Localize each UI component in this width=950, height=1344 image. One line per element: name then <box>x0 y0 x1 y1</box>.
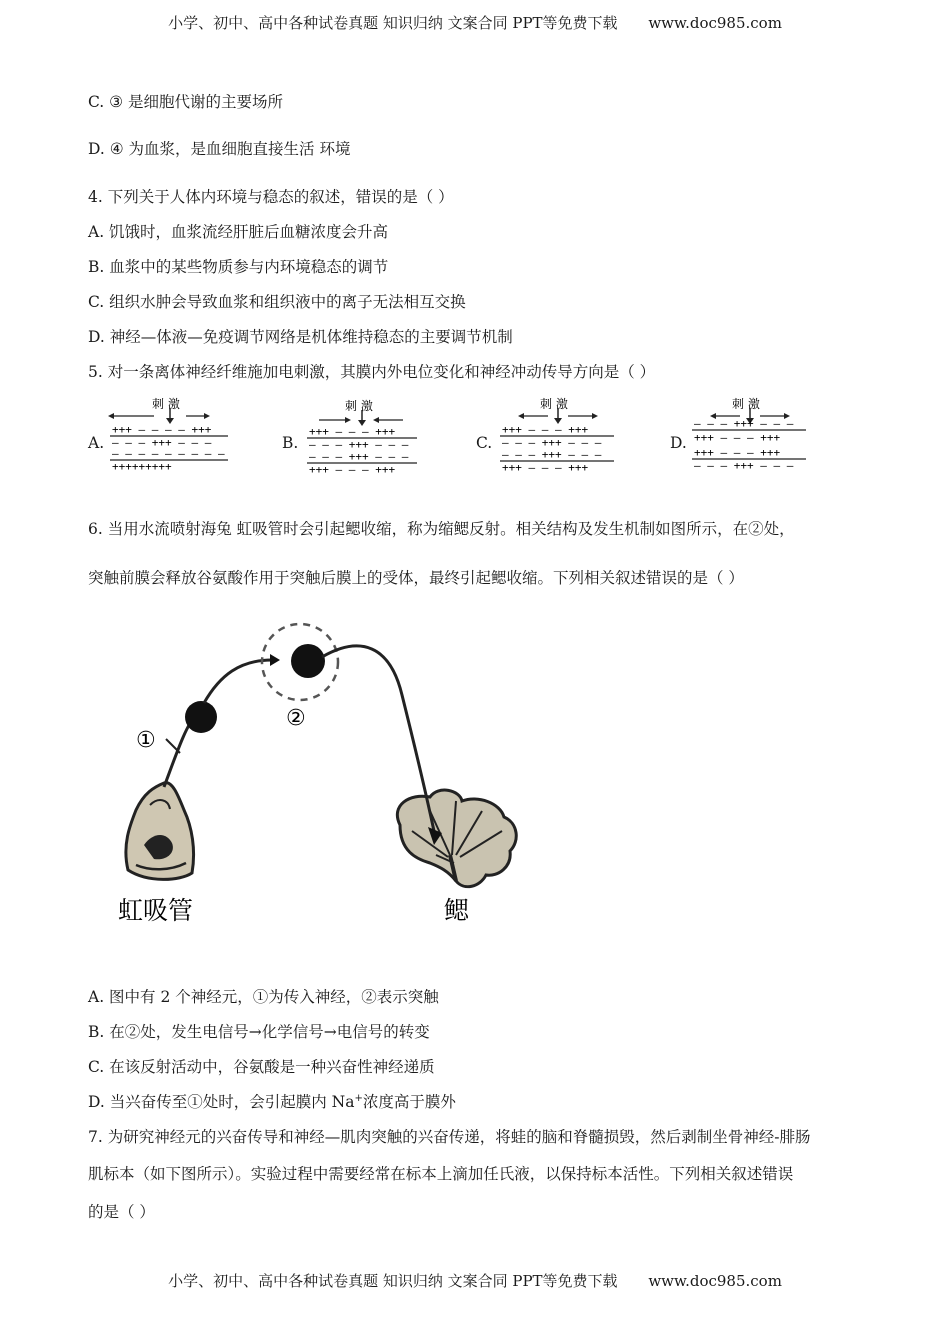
q5-option-a-label: A. <box>88 434 105 452</box>
q7-stem-line1: 7. 为研究神经元的兴奋传导和神经—肌肉突触的兴奋传递，将蛙的脑和脊髓损毁，然后剥制坐骨神经-腓肠 <box>88 1128 811 1146</box>
svg-text:+++ – – – +++: +++ – – – +++ <box>502 461 589 474</box>
svg-text:– – – +++ – – –: – – – +++ – – – <box>694 417 794 430</box>
q5-option-a-diagram <box>108 394 238 474</box>
svg-text:– – – +++ – – –: – – – +++ – – – <box>309 450 409 463</box>
gill-label: 鳃 <box>444 896 470 925</box>
svg-text:– – – +++ – – –: – – – +++ – – – <box>502 436 602 449</box>
q5-option-c-diagram <box>498 394 622 474</box>
page-header <box>0 12 950 33</box>
stimulus-label: 刺 激 <box>152 397 180 411</box>
svg-text:+++ – – – +++: +++ – – – +++ <box>502 423 589 436</box>
svg-text:– – – +++ – – –: – – – +++ – – – <box>694 459 794 472</box>
q6-reflex-diagram <box>100 605 540 935</box>
q4-option-c: C. 组织水肿会导致血浆和组织液中的离子无法相互交换 <box>88 293 466 311</box>
q4-stem: 4. 下列关于人体内环境与稳态的叙述，错误的是（ ） <box>88 188 454 206</box>
q7-stem-line3: 的是（ ） <box>88 1203 155 1221</box>
footer-url[interactable]: www.doc985.com <box>648 1272 782 1290</box>
q7-stem-line2: 肌标本（如下图所示）。实验过程中需要经常在标本上滴加任氏液，以保持标本活性。下列相关叙述错误 <box>88 1165 794 1183</box>
gill-icon <box>397 790 516 887</box>
siphon-icon <box>126 783 194 880</box>
footer-text: 小学、初中、高中各种试卷真题 知识归纳 文案合同 PPT等免费下载 <box>168 1272 618 1290</box>
motor-neuron-body <box>291 644 325 678</box>
q6-option-c: C. 在该反射活动中，谷氨酸是一种兴奋性神经递质 <box>88 1058 435 1076</box>
header-url[interactable]: www.doc985.com <box>648 14 782 32</box>
svg-text:+++ – – – +++: +++ – – – +++ <box>309 425 396 438</box>
q6-option-b: B. 在②处，发生电信号→化学信号→电信号的转变 <box>88 1023 430 1041</box>
q5-option-d-label: D. <box>670 434 687 452</box>
label-1: ① <box>136 728 156 753</box>
svg-text:+++ – – – +++: +++ – – – +++ <box>309 463 396 476</box>
siphon-label: 虹吸管 <box>118 896 194 925</box>
svg-text:– – – +++ – – –: – – – +++ – – – <box>309 438 409 451</box>
q4-option-a: A. 饥饿时，血浆流经肝脏后血糖浓度会升高 <box>88 223 389 241</box>
q5-option-d-diagram <box>690 394 814 474</box>
stimulus-label: 刺 激 <box>345 399 373 413</box>
svg-text:– – – +++ – – –: – – – +++ – – – <box>112 436 212 449</box>
svg-text:+++++++++: +++++++++ <box>112 460 172 473</box>
svg-text:– – – – – – – – –: – – – – – – – – – <box>112 447 225 460</box>
sensory-neuron-body <box>185 701 217 733</box>
q6-stem-line2: 突触前膜会释放谷氨酸作用于突触后膜上的受体，最终引起鳃收缩。下列相关叙述错误的是（ ） <box>88 569 744 587</box>
svg-text:+++ – – – +++: +++ – – – +++ <box>694 431 781 444</box>
label-2: ② <box>286 706 306 731</box>
q5-option-b-diagram <box>305 396 425 476</box>
q6-stem-line1: 6. 当用水流喷射海兔 虹吸管时会引起鳃收缩，称为缩鳃反射。相关结构及发生机制如图所示，在②处， <box>88 520 795 538</box>
q4-option-d: D. 神经—体液—免疫调节网络是机体维持稳态的主要调节机制 <box>88 328 513 346</box>
q6-option-d: D. 当兴奋传至①处时，会引起膜内 Na+浓度高于膜外 <box>88 1092 456 1111</box>
q5-stem: 5. 对一条离体神经纤维施加电刺激，其膜内外电位变化和神经冲动传导方向是（ ） <box>88 363 656 381</box>
q5-option-c-label: C. <box>476 434 493 452</box>
svg-text:– – – +++ – – –: – – – +++ – – – <box>502 448 602 461</box>
stimulus-label: 刺 激 <box>540 397 568 411</box>
synapse-terminal-icon <box>270 654 280 666</box>
page-footer <box>0 1270 950 1291</box>
q4-option-b: B. 血浆中的某些物质参与内环境稳态的调节 <box>88 258 389 276</box>
q3-option-c: C. ③ 是细胞代谢的主要场所 <box>88 93 283 111</box>
q6-option-a: A. 图中有 2 个神经元，①为传入神经，②表示突触 <box>88 988 439 1006</box>
header-text: 小学、初中、高中各种试卷真题 知识归纳 文案合同 PPT等免费下载 <box>168 14 618 32</box>
svg-text:+++ – – – +++: +++ – – – +++ <box>694 446 781 459</box>
q5-option-b-label: B. <box>282 434 299 452</box>
q3-option-d: D. ④ 为血浆，是血细胞直接生活 环境 <box>88 140 351 158</box>
stimulus-label: 刺 激 <box>732 397 760 411</box>
svg-text:+++ – – – – +++: +++ – – – – +++ <box>112 423 212 436</box>
